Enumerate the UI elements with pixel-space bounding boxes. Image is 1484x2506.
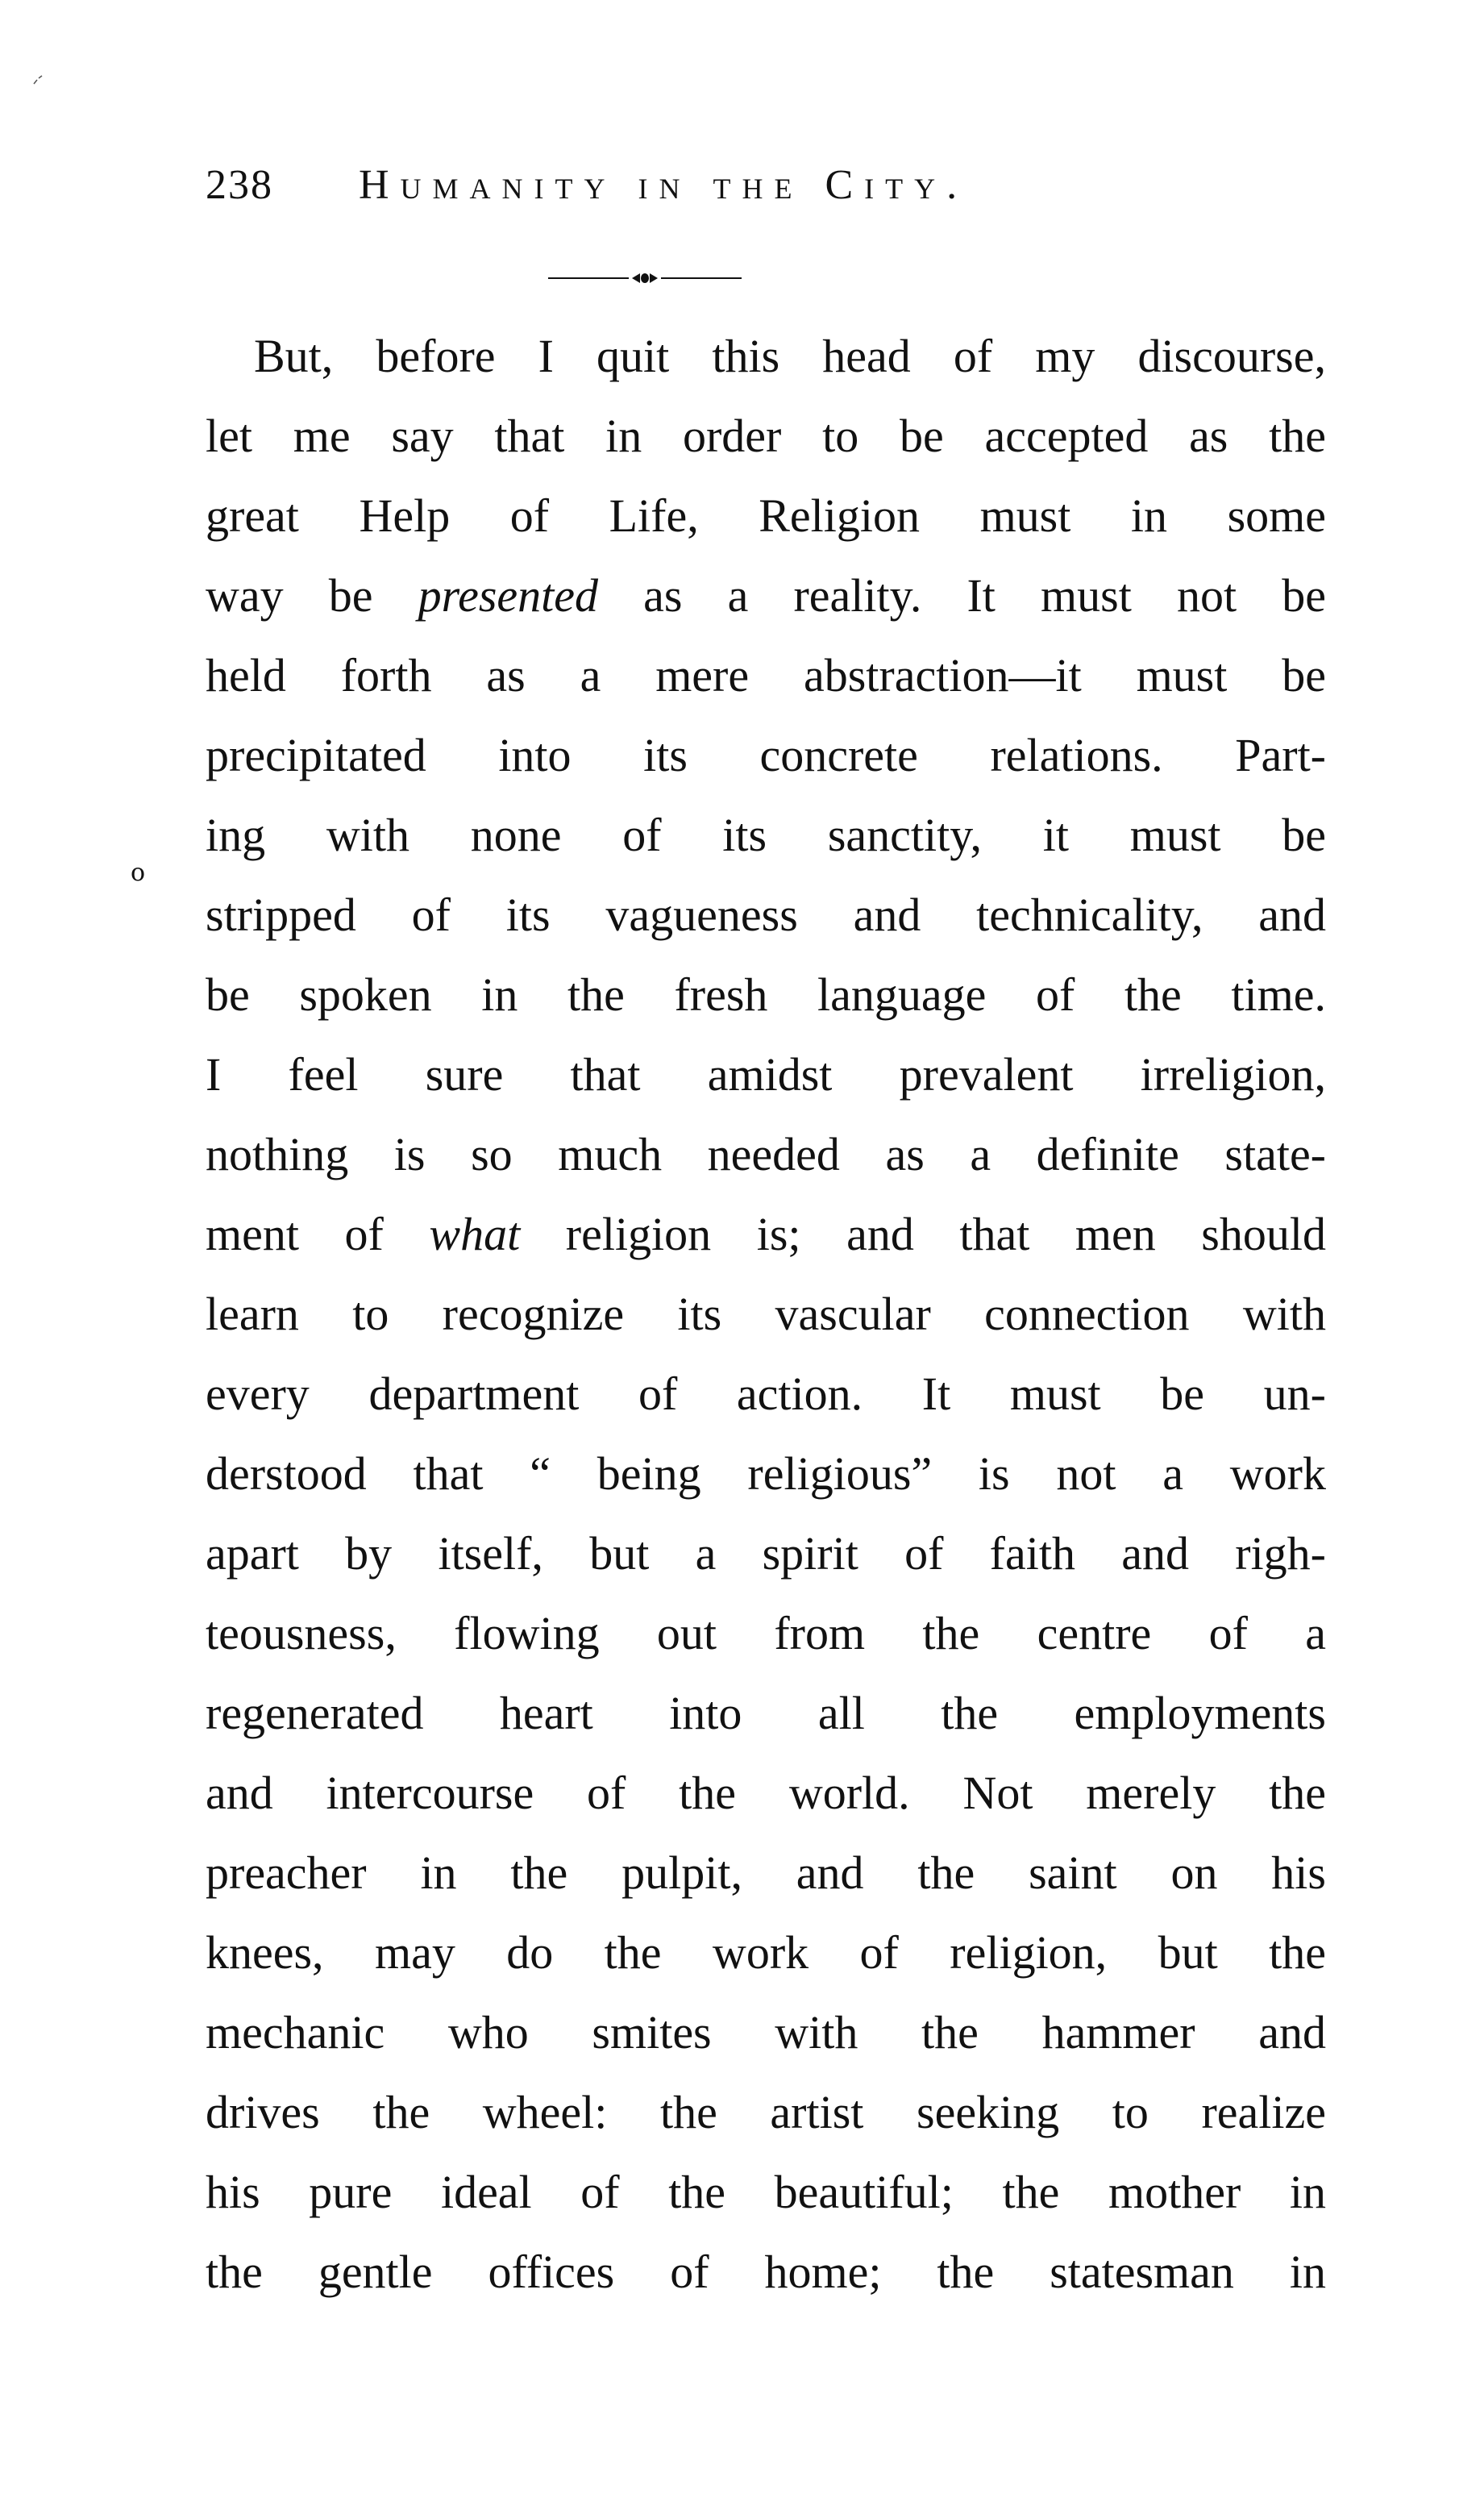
text-line [206, 635, 1326, 715]
text-run: let me say that in order to be accepted as the [206, 410, 1326, 462]
text-run: regenerated heart into all the employments [206, 1687, 1326, 1739]
text-line [206, 1593, 1326, 1673]
text-run: I feel sure that amidst prevalent irreligion, [206, 1048, 1326, 1101]
text-line [206, 1913, 1326, 1992]
corner-speck-mark [32, 74, 44, 85]
text-line [206, 1434, 1326, 1513]
text-run: knees, may do the work of religion, but the [206, 1926, 1326, 1979]
text-run: be spoken in the fresh language of the time. [206, 968, 1326, 1021]
text-run: drives the wheel: the artist seeking to realize [206, 2086, 1326, 2138]
text-line [206, 1513, 1326, 1593]
text-line [206, 2232, 1326, 2312]
text-run: nothing is so much needed as a definite state- [206, 1128, 1326, 1180]
text-line [206, 2072, 1326, 2152]
text-line [206, 556, 1326, 635]
text-line [206, 875, 1326, 955]
text-line [206, 316, 1326, 396]
ornament-rule-left [548, 277, 629, 279]
text-line [206, 1992, 1326, 2072]
italic-text: what [429, 1208, 521, 1260]
text-line [206, 2152, 1326, 2232]
margin-mark: o [131, 859, 146, 887]
header-ornament-divider [548, 270, 742, 286]
text-run: held forth as a mere abstraction—it must be [206, 649, 1326, 701]
text-line [206, 1194, 1326, 1274]
text-line [206, 1833, 1326, 1913]
text-run: his pure ideal of the beautiful; the mother in [206, 2166, 1326, 2218]
text-line [206, 715, 1326, 795]
text-line [206, 1274, 1326, 1354]
text-run: way be [206, 569, 418, 622]
text-run: derstood that “ being religious” is not a work [206, 1447, 1326, 1500]
text-line [206, 1753, 1326, 1833]
ornament-knot-icon [632, 270, 658, 286]
text-line [206, 795, 1326, 875]
text-run: learn to recognize its vascular connection with [206, 1288, 1326, 1340]
text-line [206, 1354, 1326, 1434]
ornament-rule-right [661, 277, 742, 279]
text-run: apart by itself, but a spirit of faith and righ- [206, 1527, 1326, 1580]
text-run: ing with none of its sanctity, it must be [206, 809, 1326, 861]
italic-text: presented [418, 569, 598, 622]
text-line [206, 476, 1326, 556]
text-line [206, 396, 1326, 476]
text-run: ment of [206, 1208, 430, 1260]
text-run: But, before I quit this head of my discourse, [254, 330, 1326, 382]
body-text [206, 316, 1326, 2312]
text-run: every department of action. It must be un- [206, 1367, 1326, 1420]
text-run: precipitated into its concrete relations. Part- [206, 729, 1326, 781]
page-number: 238 [206, 162, 273, 208]
text-line [206, 955, 1326, 1034]
text-run: as a reality. It must not be [598, 569, 1326, 622]
text-run: preacher in the pulpit, and the saint on his [206, 1846, 1326, 1899]
text-line [206, 1034, 1326, 1114]
text-run: mechanic who smites with the hammer and [206, 2006, 1326, 2058]
text-run: great Help of Life, Religion must in some [206, 489, 1326, 542]
text-run: and intercourse of the world. Not merely the [206, 1767, 1326, 1819]
text-line [206, 1673, 1326, 1753]
text-run: stripped of its vagueness and technicality, and [206, 889, 1326, 941]
text-run: teousness, flowing out from the centre of a [206, 1607, 1326, 1659]
text-run: the gentle offices of home; the statesman in [206, 2246, 1326, 2298]
running-head [206, 161, 1205, 218]
text-line [206, 1114, 1326, 1194]
running-title: Humanity in the City. [359, 162, 969, 208]
text-run: religion is; and that men should [520, 1208, 1326, 1260]
